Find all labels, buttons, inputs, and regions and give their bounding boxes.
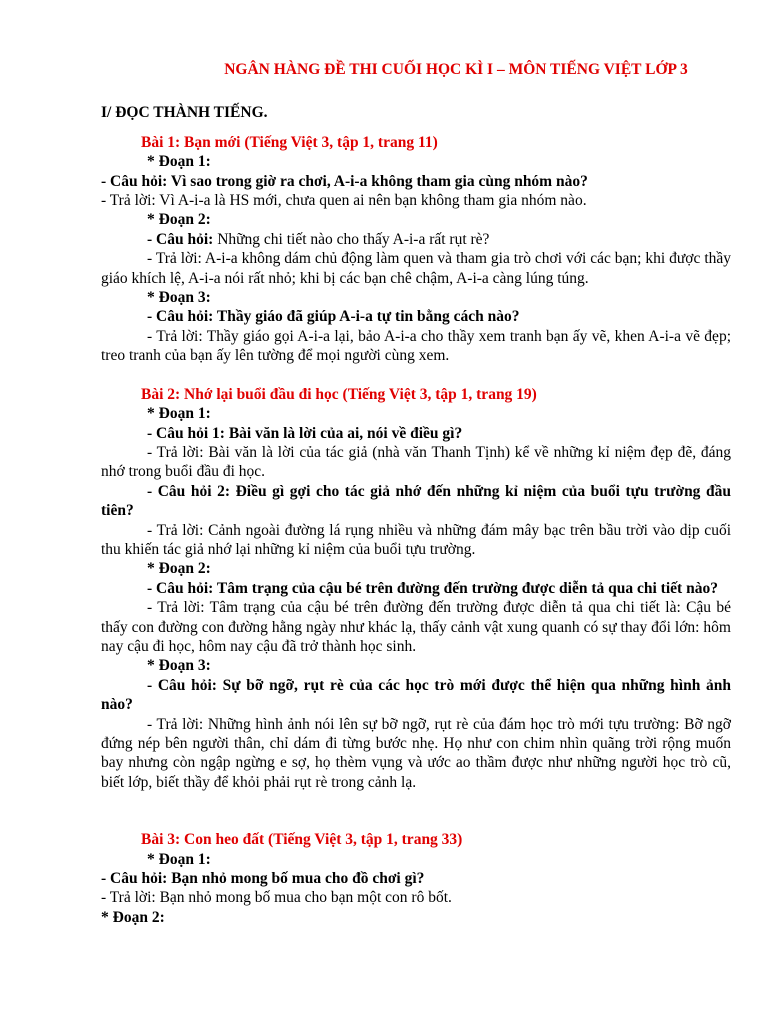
lesson-2-paragraph-1-label: * Đoạn 1: — [147, 405, 211, 423]
lesson-1-answer-2: - Trả lời: A-i-a không dám chủ động làm quen và tham gia trò chơi với các bạn; khi được thầy giáo khích lệ, A-i-a nói rất nhỏ; khi bị các bạn chê chậm, A-i-a càng lúng túng. — [101, 250, 731, 287]
lesson-2-question-2: - Câu hỏi 2: Điều gì gợi cho tác giả nhớ đến những kỉ niệm của buổi tựu trường đầu tiên? — [101, 482, 731, 520]
lesson-2-question-3: - Câu hỏi: Tâm trạng của cậu bé trên đường đến trường được diễn tả qua chi tiết nào? — [147, 579, 718, 597]
lesson-1-paragraph-1-label: * Đoạn 1: — [147, 153, 211, 171]
spacer — [101, 792, 731, 830]
lesson-2-answer-1: - Trả lời: Bài văn là lời của tác giả (nhà văn Thanh Tịnh) kể về những kỉ niệm đẹp đẽ, đáng nhớ trong buổi đầu đi học. — [101, 443, 731, 481]
spacer — [101, 366, 731, 385]
lesson-3-paragraph-1-label: * Đoạn 1: — [147, 850, 211, 868]
lesson-1-answer-1: - Trả lời: Vì A-i-a là HS mới, chưa quen ai nên bạn không tham gia nhóm nào. — [101, 192, 587, 210]
lesson-2-answer-4: - Trả lời: Những hình ảnh nói lên sự bỡ ngỡ, rụt rè của đám học trò mới tựu trường: Bỡ ngỡ đứng nép bên người thân, chỉ dám đi từng bước nhẹ. Họ như con chim nhìn quãng trời rộng muốn bay nhưng còn ngập ngừng e sợ, họ thèm vụng và ước ao thầm được như những người học trò cũ, biết lớp, biết thầy để khỏi phải rụt rè trong cảnh lạ. — [101, 715, 731, 791]
lesson-1-paragraph-2-label: * Đoạn 2: — [147, 211, 211, 229]
section-heading-reading: I/ ĐỌC THÀNH TIẾNG. — [101, 104, 268, 122]
lesson-1-question-3: - Câu hỏi: Thầy giáo đã giúp A-i-a tự tin bằng cách nào? — [147, 308, 520, 326]
lesson-1-paragraph-3-label: * Đoạn 3: — [147, 289, 211, 307]
lesson-2-question-1: - Câu hỏi 1: Bài văn là lời của ai, nói về điều gì? — [147, 424, 463, 442]
document-title: NGÂN HÀNG ĐỀ THI CUỐI HỌC KÌ I – MÔN TIẾNG VIỆT LỚP 3 — [224, 61, 688, 78]
document-content — [101, 60, 731, 927]
lesson-1-question-2: - Câu hỏi: Những chi tiết nào cho thấy A-i-a rất rụt rè? — [147, 230, 490, 248]
lesson-2-answer-2: - Trả lời: Cảnh ngoài đường lá rụng nhiều và những đám mây bạc trên bầu trời vào dịp cuối thu khiến tác giả nhớ lại những kỉ niệm của buổi tựu trường. — [101, 521, 731, 558]
lesson-3-paragraph-2-label: * Đoạn 2: — [101, 908, 165, 926]
lesson-1-heading: Bài 1: Bạn mới (Tiếng Việt 3, tập 1, trang 11) — [141, 133, 438, 151]
lesson-1-question-1: - Câu hỏi: Vì sao trong giờ ra chơi, A-i-a không tham gia cùng nhóm nào? — [101, 172, 588, 190]
lesson-3-answer-1: - Trả lời: Bạn nhỏ mong bố mua cho bạn một con rô bốt. — [101, 889, 452, 907]
lesson-1-answer-3: - Trả lời: Thầy giáo gọi A-i-a lại, bảo A-i-a cho thầy xem tranh bạn ấy vẽ, khen A-i-a vẽ đẹp; treo tranh của bạn ấy lên tường để mọi người cùng xem. — [101, 327, 731, 365]
lesson-2-heading: Bài 2: Nhớ lại buổi đầu đi học (Tiếng Việt 3, tập 1, trang 19) — [141, 385, 537, 403]
lesson-3-question-1: - Câu hỏi: Bạn nhỏ mong bố mua cho đồ chơi gì? — [101, 870, 425, 888]
lesson-2-answer-3: - Trả lời: Tâm trạng của cậu bé trên đường đến trường được diễn tả qua chi tiết là: Cậu bé thấy con đường con đường hằng ngày như khác lạ, thấy cảnh vật xung quanh có sự thay đổi lớn: hôm nay cậu đi học, hôm nay cậu đã trở thành học sinh. — [101, 599, 731, 655]
lesson-2-paragraph-3-label: * Đoạn 3: — [147, 657, 211, 675]
lesson-2-paragraph-2-label: * Đoạn 2: — [147, 560, 211, 578]
lesson-2-question-4: - Câu hỏi: Sự bỡ ngỡ, rụt rè của các học trò mới được thể hiện qua những hình ảnh nào? — [101, 676, 731, 714]
lesson-3-heading: Bài 3: Con heo đất (Tiếng Việt 3, tập 1, trang 33) — [141, 831, 463, 849]
